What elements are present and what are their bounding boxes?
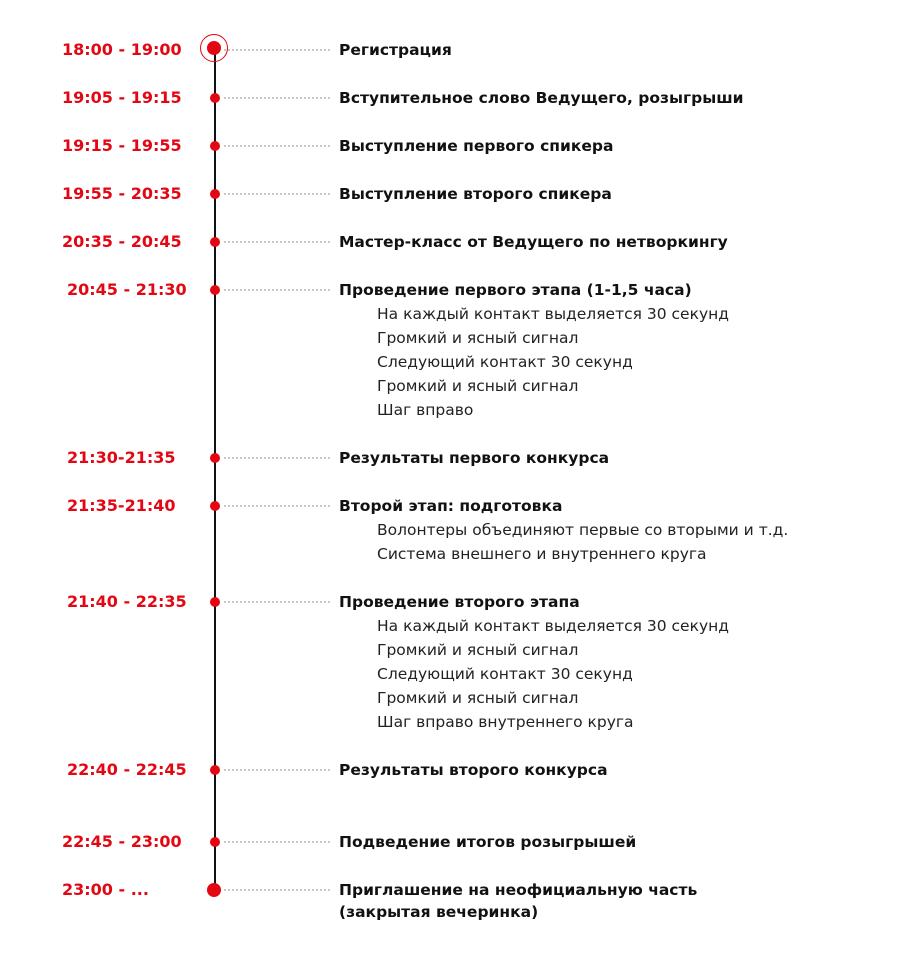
dotted-leader bbox=[224, 241, 330, 243]
event-time: 19:15 - 19:55 bbox=[62, 136, 182, 155]
event-title bbox=[339, 39, 452, 61]
event-title bbox=[339, 759, 608, 781]
event-title bbox=[339, 879, 697, 923]
event-details-list bbox=[377, 302, 729, 422]
event-time: 21:35-21:40 bbox=[67, 496, 176, 515]
event-time: 19:05 - 19:15 bbox=[62, 88, 182, 107]
event-title-line: Подведение итогов розыгрышей bbox=[339, 833, 637, 851]
event-details-list bbox=[377, 614, 729, 734]
event-title-line: Выступление первого спикера bbox=[339, 137, 614, 155]
event-detail-item: Шаг вправо внутреннего круга bbox=[377, 713, 634, 731]
dotted-leader bbox=[224, 145, 330, 147]
dotted-leader bbox=[224, 601, 330, 603]
event-title bbox=[339, 831, 636, 853]
event-time: 18:00 - 19:00 bbox=[62, 40, 182, 59]
event-title bbox=[339, 279, 692, 301]
event-time: 20:35 - 20:45 bbox=[62, 232, 182, 251]
event-detail-item: Система внешнего и внутреннего круга bbox=[377, 545, 707, 563]
event-title bbox=[339, 183, 612, 205]
event-time: 22:40 - 22:45 bbox=[67, 760, 187, 779]
dotted-leader bbox=[224, 49, 330, 51]
event-time: 20:45 - 21:30 bbox=[67, 280, 187, 299]
event-detail-item: Следующий контакт 30 секунд bbox=[377, 353, 633, 371]
event-title bbox=[339, 87, 744, 109]
event-title-line: Второй этап: подготовка bbox=[339, 497, 563, 515]
dotted-leader bbox=[224, 841, 330, 843]
event-detail-item: На каждый контакт выделяется 30 секунд bbox=[377, 305, 729, 323]
dotted-leader bbox=[224, 889, 330, 891]
event-title bbox=[339, 231, 728, 253]
event-details-list bbox=[377, 518, 788, 566]
event-title-line: Проведение второго этапа bbox=[339, 593, 580, 611]
event-detail-item: Громкий и ясный сигнал bbox=[377, 329, 579, 347]
event-time: 19:55 - 20:35 bbox=[62, 184, 182, 203]
event-title-line: Регистрация bbox=[339, 41, 452, 59]
event-title-line: Вступительное слово Ведущего, розыгрыши bbox=[339, 89, 744, 107]
event-detail-item: Волонтеры объединяют первые со вторыми и т.д. bbox=[377, 521, 789, 539]
event-title-line: Выступление второго спикера bbox=[339, 185, 612, 203]
event-title-line: Приглашение на неофициальную часть bbox=[339, 881, 698, 899]
dotted-leader bbox=[224, 457, 330, 459]
event-detail-item: Громкий и ясный сигнал bbox=[377, 689, 579, 707]
event-detail-item: Следующий контакт 30 секунд bbox=[377, 665, 633, 683]
event-title-line: Мастер-класс от Ведущего по нетворкингу bbox=[339, 233, 728, 251]
event-detail-item: Громкий и ясный сигнал bbox=[377, 377, 579, 395]
dotted-leader bbox=[224, 97, 330, 99]
event-title bbox=[339, 591, 580, 613]
event-time: 23:00 - ... bbox=[62, 880, 149, 899]
event-detail-item: Громкий и ясный сигнал bbox=[377, 641, 579, 659]
dotted-leader bbox=[224, 505, 330, 507]
event-title-line: (закрытая вечеринка) bbox=[339, 903, 539, 921]
dotted-leader bbox=[224, 193, 330, 195]
event-time: 21:40 - 22:35 bbox=[67, 592, 187, 611]
event-title-line: Результаты второго конкурса bbox=[339, 761, 608, 779]
dotted-leader bbox=[224, 289, 330, 291]
event-title-line: Результаты первого конкурса bbox=[339, 449, 610, 467]
event-time: 22:45 - 23:00 bbox=[62, 832, 182, 851]
event-time: 21:30-21:35 bbox=[67, 448, 176, 467]
dotted-leader bbox=[224, 769, 330, 771]
event-title bbox=[339, 447, 609, 469]
event-title-line: Проведение первого этапа (1-1,5 часа) bbox=[339, 281, 692, 299]
event-detail-item: На каждый контакт выделяется 30 секунд bbox=[377, 617, 729, 635]
event-title bbox=[339, 135, 613, 157]
event-title bbox=[339, 495, 562, 517]
event-detail-item: Шаг вправо bbox=[377, 401, 474, 419]
